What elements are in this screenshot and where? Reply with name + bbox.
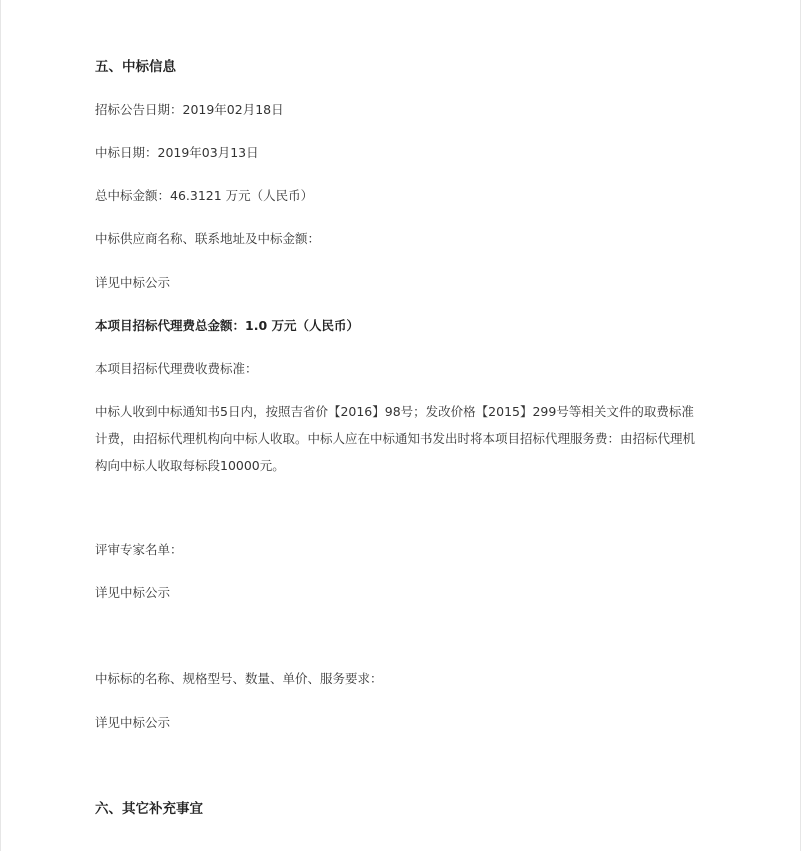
items-value: 详见中标公示 xyxy=(95,715,171,730)
agency-fee-standard-label: 本项目招标代理费收费标准： xyxy=(95,361,258,376)
section-heading-award-info: 五、中标信息 xyxy=(95,59,176,75)
award-date: 中标日期：2019年03月13日 xyxy=(95,145,259,160)
supplier-label: 中标供应商名称、联系地址及中标金额： xyxy=(95,231,321,246)
agency-fee-total: 本项目招标代理费总金额：1.0 万元（人民币） xyxy=(95,318,359,333)
experts-value: 详见中标公示 xyxy=(95,585,171,600)
items-label: 中标标的名称、规格型号、数量、单价、服务要求： xyxy=(95,671,383,686)
agency-fee-standard-text: 中标人收到中标通知书5日内，按照吉省价【2016】98号；发改价格【2015】299号等相关文件的取费标准计费，由招标代理机构向中标人收取。中标人应在中标通知书发出时将本项目招标代理服务费：由招标代理机构向中标人收取每标段10000元。 xyxy=(95,404,696,473)
supplier-value: 详见中标公示 xyxy=(95,275,171,290)
experts-label: 评审专家名单： xyxy=(95,542,183,557)
total-award-amount: 总中标金额：46.3121 万元（人民币） xyxy=(95,188,314,203)
announce-date: 招标公告日期：2019年02月18日 xyxy=(95,102,284,117)
section-heading-supplementary: 六、其它补充事宜 xyxy=(95,801,203,817)
